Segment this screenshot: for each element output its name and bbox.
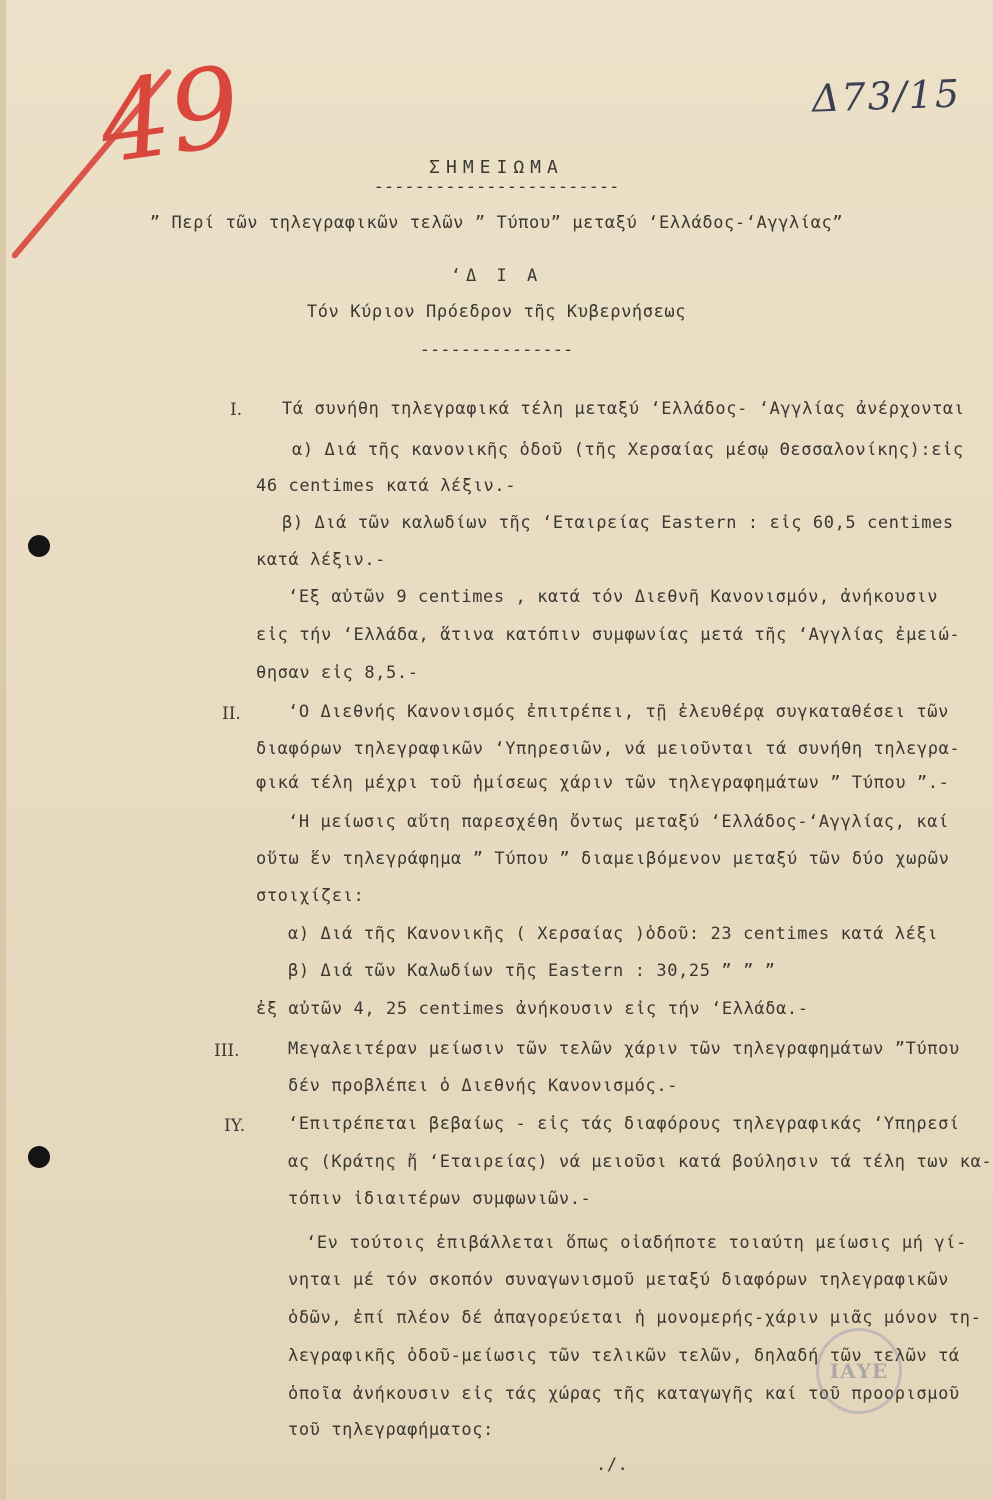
body-line: διαφόρων τηλεγραφικῶν ‘Υπηρεσιῶν, νά μειοῦνται τά συνήθη τηλεγρα- (256, 739, 961, 759)
dia-label: ‘Δ Ι Α (450, 266, 543, 286)
body-line: α) Διά τῆς Κανονικῆς ( Χερσαίας )ὁδοῦ: 23 centimes κατά λέξι (288, 924, 939, 944)
body-line: ὁδῶν, ἐπί πλέον δέ ἀπαγορεύεται ἡ μονομερής-χάριν μιᾶς μόνον τη- (288, 1308, 982, 1328)
body-line: ‘Η μείωσις αὕτη παρεσχέθη ὄντως μεταξύ ‘Ελλάδος-‘Αγγλίας, καί (288, 812, 949, 832)
addressee-underline: --------------- (419, 340, 574, 360)
body-line: νηται μέ τόν σκοπόν συναγωνισμοῦ μεταξύ διαφόρων τηλεγραφικῶν (288, 1270, 949, 1290)
body-line: Μεγαλειτέραν μείωσιν τῶν τελῶν χάριν τῶν τηλεγραφημάτων ”Τύπου (288, 1039, 960, 1059)
page-continuation-mark: ./. (596, 1455, 629, 1475)
body-line: Τά συνήθη τηλεγραφικά τέλη μεταξύ ‘Ελλάδος- ‘Αγγλίας ἀνέρχονται (282, 399, 965, 419)
body-line: φικά τέλη μέχρι τοῦ ἡμίσεως χάριν τῶν τηλεγραφημάτων ” Τύπου ”.- (256, 773, 950, 793)
document-title: ΣΗΜΕΙΩΜΑ (429, 157, 564, 178)
body-line: στοιχίζει: (256, 886, 365, 906)
body-line: λεγραφικῆς ὁδοῦ-μείωσις τῶν τελικῶν τελῶν, δηλαδή τῶν τελῶν τά (288, 1346, 960, 1366)
body-line: ‘Εν τούτοις ἐπιβάλλεται ὅπως οἱαδήποτε τοιαύτη μείωσις μή γί- (306, 1233, 967, 1253)
body-line: τόπιν ἰδιαιτέρων συμφωνιῶν.- (288, 1189, 592, 1209)
archive-stamp: ΙΑΥΕ (816, 1328, 902, 1414)
section-numeral: II. (222, 704, 241, 724)
body-line: α) Διά τῆς κανονικῆς ὁδοῦ (τῆς Χερσαίας μέσῳ Θεσσαλονίκης):εἰς (292, 440, 964, 460)
punch-hole-bottom (28, 1146, 50, 1168)
body-line: κατά λέξιν.- (256, 550, 387, 570)
section-numeral: IY. (224, 1116, 246, 1136)
red-pencil-number: 49 (91, 41, 249, 189)
body-line: ας (Κράτης ἤ ‘Εταιρείας) νά μειοῦσι κατά βούλησιν τά τέλη των κα- (288, 1152, 993, 1172)
body-line: 46 centimes κατά λέξιν.- (256, 476, 517, 496)
body-line: ὁποῖα ἀνήκουσιν εἰς τάς χώρας τῆς καταγωγῆς καί τοῦ προορισμοῦ (288, 1384, 960, 1404)
body-line: ‘Εξ αὐτῶν 9 centimes , κατά τόν Διεθνῆ Κανονισμόν, ἀνήκουσιν (288, 587, 939, 607)
section-numeral: I. (230, 400, 243, 420)
body-line: ἐξ αὐτῶν 4, 25 centimes ἀνήκουσιν εἰς τήν ‘Ελλάδα.- (256, 999, 809, 1019)
section-numeral: III. (214, 1041, 240, 1061)
body-line: ‘Ο Διεθνής Κανονισμός ἐπιτρέπει, τῇ ἐλευθέρᾳ συγκαταθέσει τῶν (288, 702, 949, 722)
punch-hole-top (28, 535, 50, 557)
body-line: β) Διά τῶν Καλωδίων τῆς Eastern : 30,25 ” ” ” (288, 961, 776, 981)
body-line: ‘Επιτρέπεται βεβαίως - εἰς τάς διαφόρους τηλεγραφικάς ‘Υπηρεσί (288, 1114, 960, 1134)
body-line: οὕτω ἕν τηλεγράφημα ” Τύπου ” διαμειβόμενον μεταξύ τῶν δύο χωρῶν (256, 849, 950, 869)
archive-reference: Δ73/15 (811, 71, 962, 121)
body-line: θησαν εἰς 8,5.- (256, 663, 419, 683)
body-line: δέν προβλέπει ὁ Διεθνής Κανονισμός.- (288, 1076, 679, 1096)
body-line: β) Διά τῶν καλωδίων τῆς ‘Εταιρείας Eastern : εἰς 60,5 centimes (282, 513, 954, 533)
title-underline: ------------------------ (373, 177, 620, 197)
document-subject: ” Περί τῶν τηλεγραφικῶν τελῶν ” Τύπου” μεταξύ ‘Ελλάδος-‘Αγγλίας” (149, 213, 844, 233)
addressee: Τόν Κύριον Πρόεδρον τῆς Κυβερνήσεως (306, 302, 687, 322)
body-line: τοῦ τηλεγραφήματος: (288, 1420, 494, 1440)
body-line: εἰς τήν ‘Ελλάδα, ἅτινα κατόπιν συμφωνίας μετά τῆς ‘Αγγλίας ἐμειώ- (256, 625, 961, 645)
